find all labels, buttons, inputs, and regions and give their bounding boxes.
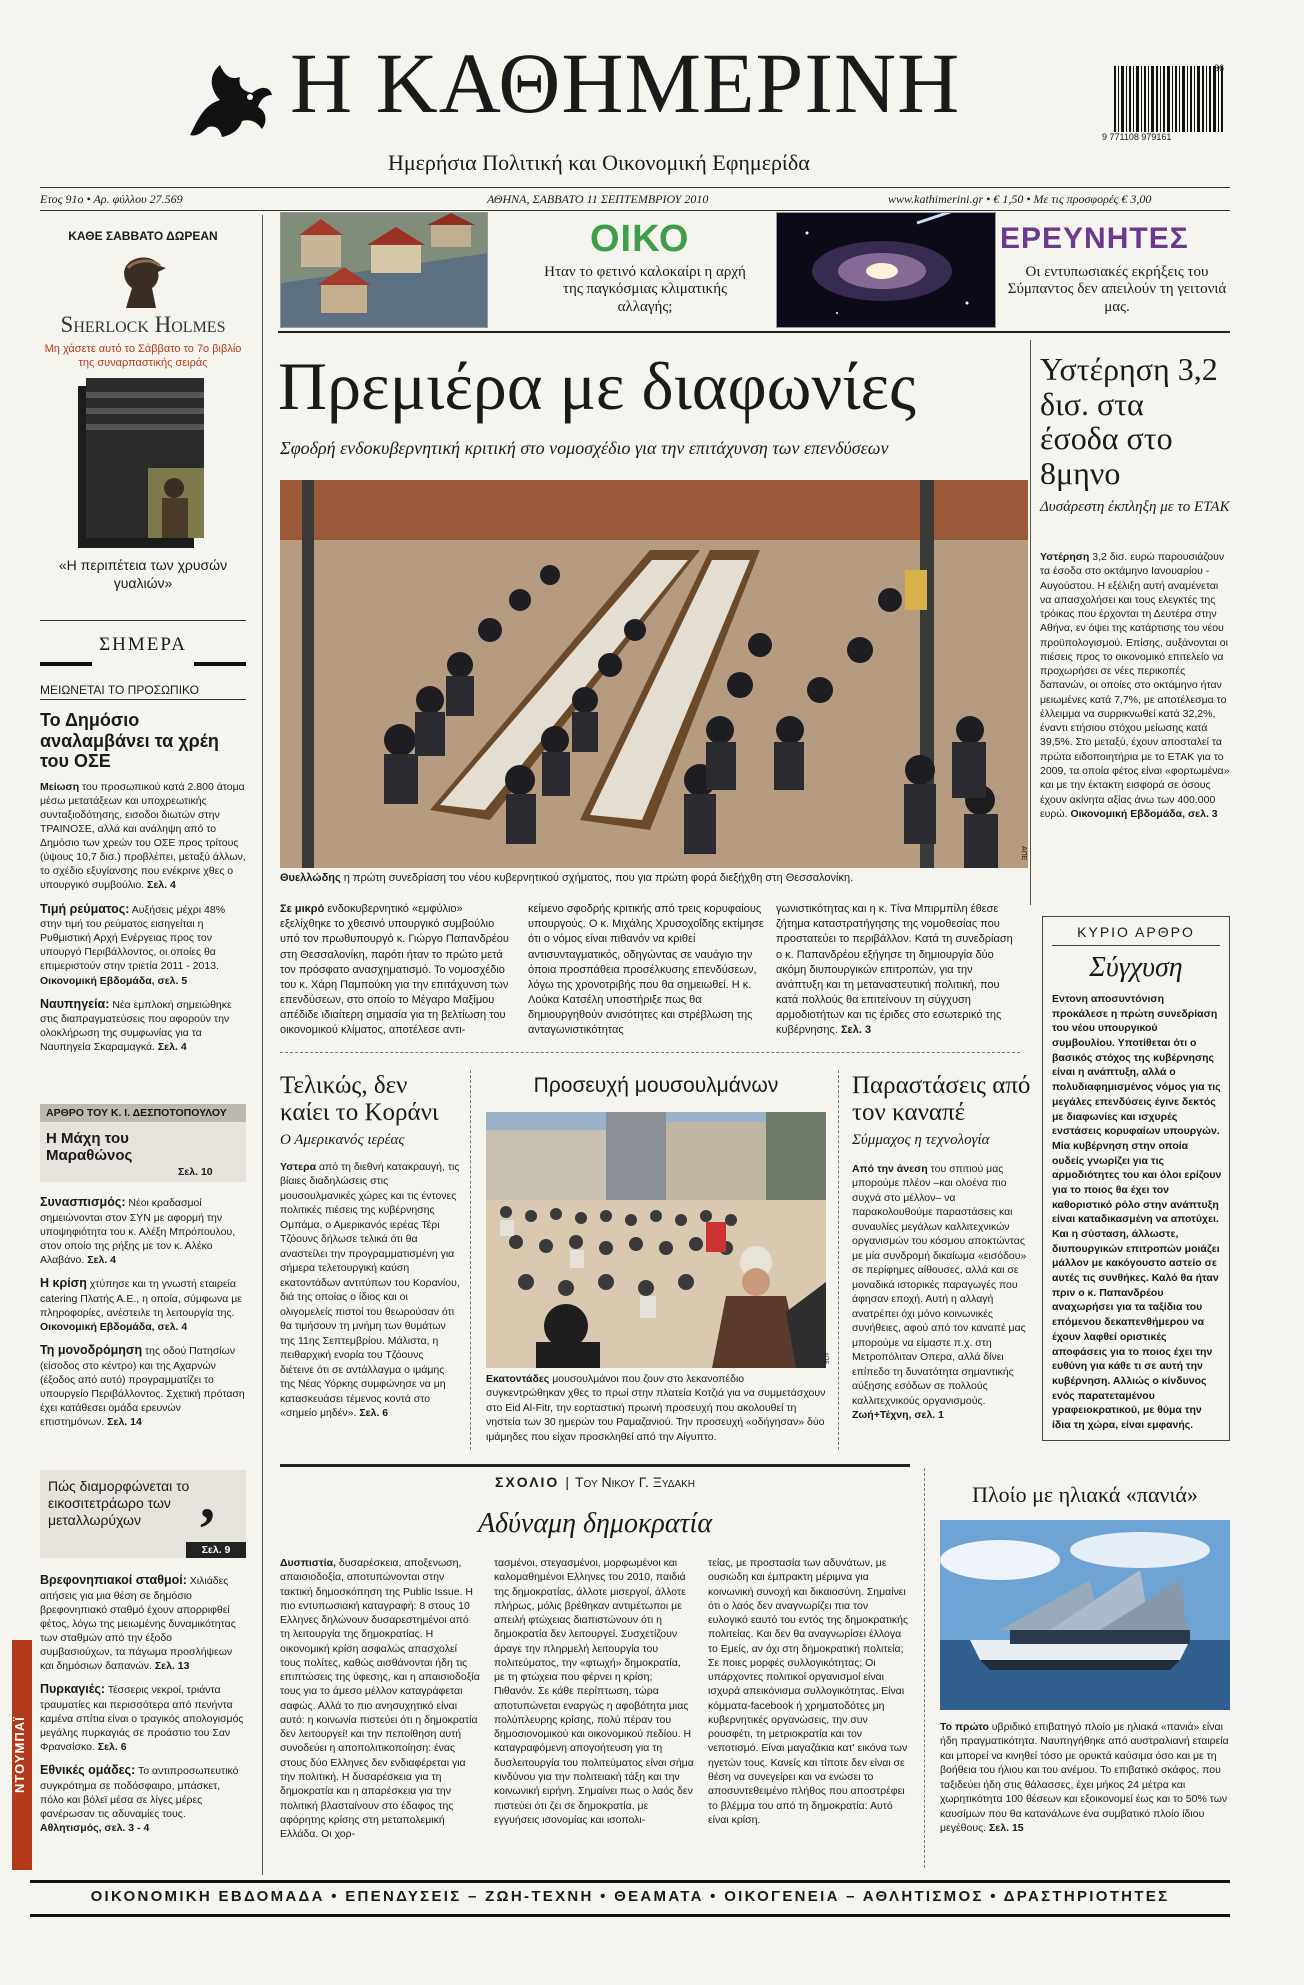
prayer-photo	[486, 1112, 826, 1368]
sherlock-silhouette-icon	[112, 246, 172, 310]
lead-story-text: ενδοκυβερνητικό «εμφύλιο» εξελίχθηκε το χθεσινό υπουργικό συμβούλιο υπό τον πρωθυπουργό κ. Γιώργο Παπανδρέου στη Θεσσαλονίκη, παρότι ήταν το πρώτο μετά τον πρόσφατο ανασχηματισμό. Το νομοσχέδιο του κ. Χάρη Παμπούκη για την επιτάχυνση των επενδύσεων, στο οποίο το Μέγαρο Μαξίμου απέδιδε ιδιαίτερη σημασία για τη βελτίωση του οικονομικού κλίματος, αποτέλεσε αντι-	[280, 903, 509, 1037]
quote-box-text: Πώς διαμορφώνεται το εικοσιτετράωρο των μεταλλωρύχων	[48, 1478, 190, 1528]
boat-headline: Πλοίο με ηλιακά «πανιά»	[972, 1482, 1198, 1507]
newspaper-title: Η ΚΑΘΗΜΕΡΙΝΗ	[290, 35, 961, 131]
sofa-text: του σπιτιού μας μπορούμε πλέον –και ολοένα πιο συχνά στο μέλλον– να παρακολουθούμε παραστάσεις και συναυλίες μεγάλων καλλιτεχνικών οργανισμών του κόσμου αποκτώντας με μία συνδρομή δικαίωμα «εισόδου» σε περίφημες αίθουσες, αλλά και σε μοναδικά ιστορικές παραγωγές που άφησαν εποχή. Αυτή η αλλαγή ανατρέπει όχι μόνο κοινωνικές συνήθειες, αφού από τον καναπέ μας μπορούμε να είμαστε π.χ. στη Μετροπόλιταν Οπερα, αλλά δίνει επίπεδο τη δυνατότητα σημαντικής αύξησης εσόδων σε πολλούς καλλιτεχνικούς οργανισμούς.	[852, 1163, 1027, 1407]
lead-story-col2: κείμενο σφοδρής κριτικής από τρεις κορυφαίους υπουργούς. Ο κ. Μιχάλης Χρυσοχοΐδης εκτίμησε ότι ο νόμος είναι πιθανόν να κριθεί αντισυνταγματικός, οδηγώντας σε ναυάγιο την όποια προσπάθεια προσέλκυσης επενδύσεων, λόγω της χρονοτριβής που θα σημειωθεί. Η κ. Λούκα Κατσέλη υποστήριξε πως θα δημιουργηθούν ανισότητες και στρέβλωση της ανταγωνιστικότητας	[528, 903, 764, 1037]
news-item-text: της οδού Πατησίων (είσοδος στο κέντρο) και της Αχαρνών (έξοδος από αυτό) προγραμματίζει το υπουργείο Περιβάλλοντος. Σχετική πρόταση έχει κατάθεσει ομάδα ερευνών επιστημόνων.	[40, 1344, 245, 1428]
today-headline: Το Δημόσιο αναλαμβάνει τα χρέη του ΟΣΕ	[40, 710, 219, 772]
koran-body	[280, 1160, 460, 1421]
lead-story-col1	[280, 902, 516, 1039]
right-story-text: 3,2 δισ. ευρώ παρουσιάζουν τα έσοδα στο οκτάμηνο Ιανουαρίου - Αυγούστου. Η εξέλιξη αυτή αναμένεται να απασχολήσει και τους ελεγκτές της τρόικας που έρχονται τη Δευτέρα στην Αθήνα, εν όψει της κατάρτισης του νέου προϋπολογισμού. Επίσης, αυξάνονται οι πιέσεις προς το οικονομικό επιτελείο να προχωρήσει σε νέες περικοπές δαπανών, οι οποίες στο οκτάμηνο ήταν μειωμένες κατά 7,7%, με αποτέλεσμα το έλλειμμα να συρρικνωθεί κατά 32,2%, έναντι ετήσιου στόχου μείωσης κατά 39,5%. Στο μεταξύ, έχουν αποσταλεί τα πρώτα ειδοποιητήρια με το ΕΤΑΚ για το 2009, τα οποία φέτος είναι «φορτωμένα» και με την έκτακτη εισφορά σε όσους έχουν ακίνητα αξίας άνω των 400.000 ευρώ.	[1040, 551, 1230, 820]
editorial-body: Εντονη αποσυντόνιση προκάλεσε η πρώτη συνεδρίαση του νέου υπουργικού συμβουλίου. Υποτίθεται ότι ο βασικός στόχος της κυβέρνησης είναι η ανάπτυξη, αλλά ο πολυδιαφημισμένος νόμος για τις μεγάλες επενδύσεις έγινε δεκτός με διαφωνίες και ισχυρές ενστάσεις κορυφαίων υπουργών. Μία κυβέρνηση στην οποία ουδείς γνωρίζει για τις αρμοδιότητες του και όλοι ερίζουν για το ποιος θα έχει τον καθοριστικό ρόλο στην ανάπτυξη είναι καταδικασμένη να αποτύχει. Και η σύσταση, άλλωστε, διυπουργικών επιτροπών μοιάζει μάλλον με κακόγουστο αστείο σε αυτές τις συνθήκες. Καλό θα ήταν πριν ο κ. Παπανδρέου αναχωρήσει για τα ταξίδια του επόμενου δεκαπενθήμερου να έχουν λαφθεί οριστικές αποφάσεις για το ποιος έχει την ευθύνη για κάθε τι σε αυτή την κυβέρνηση. Αλλιώς ο κίνδυνος ενός παρατεταμένου γραφειοκρατικού, με θύμα την ίδια τη χώρα, είναι εμφανής.	[1052, 993, 1222, 1431]
prayer-headline: Προσευχή μουσουλμάνων	[533, 1074, 779, 1097]
divider	[278, 331, 1230, 333]
lead-headline: Πρεμιέρα με διαφωνίες	[278, 348, 916, 424]
barcode-issue: 36	[1214, 63, 1225, 73]
news-item-text: Νέοι κραδασμοί σημειώνονται στον ΣΥΝ με αφορμή την υποψηφιότητα του κ. Αλέξη Μπρόπουλου, στον οποίο της ρήξης με τον κ. Αλέκο Αλαβάνο.	[40, 1197, 236, 1266]
right-subhead: Δυσάρεστη έκπληξη με το ΕΤΑΚ	[1040, 499, 1230, 515]
sofa-subhead: Σύμμαχος η τεχνολογία	[852, 1132, 990, 1148]
teaser-image-galaxy	[776, 212, 996, 328]
lead-subhead: Σφοδρή ενδοκυβερνητική κριτική στο νομοσχέδιο για την επιτάχυνση των επενδύσεων	[280, 438, 889, 458]
news-item	[40, 901, 246, 988]
divider	[280, 1464, 910, 1467]
prayer-image	[486, 1112, 826, 1368]
right-story-body	[1040, 550, 1230, 821]
sofa-lead: Από την άνεση	[852, 1163, 928, 1175]
koran-headline: Τελικώς, δεν καίει το Κοράνι	[280, 1072, 439, 1126]
editorial-kicker: ΚΥΡΙΟ ΑΡΘΡΟ	[1077, 924, 1195, 940]
boat-body	[940, 1720, 1230, 1836]
news-item-ref: Σελ. 13	[154, 1660, 190, 1673]
column-rule	[470, 1070, 471, 1450]
promo-title: Sherlock Holmes	[60, 312, 226, 337]
lead-story-text: γωνιστικότητας και η κ. Τίνα Μπιρμπίλη έθεσε ζήτημα καταστρατήγησης της νομοθεσίας που προστατεύει το περιβάλλον. Κατά τη συνεδρίαση ο κ. Παπανδρέου εξήγησε τη δημιουργία δύο ακόμη διυπουργικών επιτροπών, για την ανάπτυξη και τη μεταναστευτική πολιτική, που κατά πολλούς θα επιτείνουν τη σύγχυση αρμοδιοτήτων και τις έριδες στο εσωτερικό της κυβέρνησης.	[776, 903, 1013, 1037]
issue-bar	[40, 187, 1230, 211]
footer-sections: ΟΙΚΟΝΟΜΙΚΗ ΕΒΔΟΜΑΔΑ • ΕΠΕΝΔΥΣΕΙΣ – ΖΩΗ-ΤΕΧΝΗ • ΘΕΑΜΑΤΑ • ΟΙΚΟΓΕΝΕΙΑ – ΑΘΛΗΤΙΣΜΟΣ • ΔΡΑΣΤΗΡΙΟΤΗΤΕΣ	[90, 1888, 1170, 1905]
issue-number: Ετος 91ο • Αρ. φύλλου 27.569	[40, 192, 183, 206]
article-title: Η Μάχη του Μαραθώνος	[46, 1130, 133, 1165]
divider	[280, 1052, 1020, 1053]
news-item-ref: Σελ. 4	[147, 879, 176, 892]
promo-kicker: ΚΑΘΕ ΣΑΒΒΑΤΟ ΔΩΡΕΑΝ	[68, 229, 218, 243]
today-items-3	[40, 1572, 246, 1835]
lead-story-col3	[776, 902, 1018, 1039]
barcode-number: 9 771108 979161	[1102, 132, 1172, 142]
sofa-headline: Παραστάσεις από τον καναπέ	[852, 1072, 1031, 1126]
news-item-ref: Σελ. 6	[97, 1741, 127, 1754]
issue-date: ΑΘΗΝΑ, ΣΑΒΒΑΤΟ 11 ΣΕΠΤΕΜΒΡΙΟΥ 2010	[487, 192, 709, 206]
promo-book-title: «Η περιπέτεια των χρυσών γυαλιών»	[58, 557, 228, 592]
koran-lead: Υστερα	[280, 1161, 317, 1173]
divider-bar	[40, 662, 92, 666]
news-item	[40, 996, 246, 1055]
news-item-lead: Πυρκαγιές:	[40, 1682, 106, 1697]
koran-text: από τη διεθνή κατακραυγή, τις βίαιες διαδηλώσεις στις μουσουλμανικές χώρες και τις έντονες πολιτικές πιέσεις της κυβέρνησης Ομπάμα, ο Αμερικανός ιερέας Τέρι Τζόουνς δήλωσε τελικά ότι θα αναστείλει την προγραμματισμένη για σήμερα τελετουργική καύση εκατοντάδων αντιτύπων του Κορανίου, διά της οποίας ο ίδιος και οι ολιγομελείς πιστοί του θεωρούσαν ότι θα τιμήσουν τη μνήμη των θυμάτων της 11ης Σεπτεμβρίου. Μάλιστα, η πειθαρχική ενορία του Τζόουνς διέτεινε ότι σε αντάλλαγμα ο ιμάμης της Νέας Υόρκης συμφώνησε να μη κατασκευάσει τέμενος κοντά στο «σημείο μηδέν».	[280, 1161, 460, 1420]
comment-title: Αδύναμη δημοκρατία	[477, 1508, 713, 1539]
news-item-lead: Τη μονοδρόμηση	[40, 1342, 143, 1357]
news-item-ref: Οικονομική Εβδομάδα, σελ. 5	[40, 974, 188, 987]
news-item-lead: Τιμή ρεύματος:	[40, 901, 130, 916]
quote-mark-icon: ,	[200, 1465, 215, 1531]
news-item	[40, 780, 246, 893]
boat-photo	[940, 1520, 1230, 1710]
column-rule	[1030, 340, 1031, 905]
news-item	[40, 1681, 246, 1754]
quote-ref: Σελ. 9	[186, 1542, 246, 1558]
comment-text: δυσαρέσκεια, αποξενωση, απαισιοδοξία, αποτυπώνονται στην τακτική δημοσκόπηση της Public Issue. Η πιο εντυπωσιακή καταγραφή: 8 στους 10 Ελληνες δηλώνουν δυσαρεστημένοι από τη λειτουργία της δημοκρατίας. Η οικονομική κρίση ασφαλώς απασχολεί τους πολίτες, καθώς αισθάνονται ήδη τις επιπτώσεις της ύφεσης, και η απαισιοδοξία τους για το άμεσο μέλλον καταγράφεται σαφώς. Αλλά το πιο ανησυχητικό είναι αυτό: η κοινωνία πιστεύει ότι η δημοκρατία δεν λειτουργεί! και την πεποίθηση αυτή συνοδεύει η αποπολιτικοποίηση: ένας στους δύο Ελληνες δεν ενδιαφέρεται για την πολιτική. Η δυσαρέσκεια για τη δημοκρατία και η απαρέσκεια για την πολιτική βλασταίνουν στο έδαφος της αφόρητης κρίσης στη μεταπολεμική Ελλάδα. Οι χορ-	[280, 1557, 480, 1841]
sofa-ref: Ζωή+Τέχνη, σελ. 1	[852, 1409, 945, 1422]
oiko-text: Ηταν το φετινό καλοκαίρι η αρχή της παγκόσμιας κλιματικής αλλαγής;	[544, 264, 746, 315]
column-rule	[262, 215, 263, 1875]
boat-text: υβριδικό επιβατηγό πλοίο με ηλιακά «πανιά» είναι ήδη πραγματικότητα. Ναυπηγήθηκε από αυστραλιανή εταιρεία και μπορεί να κινηθεί τόσο με ορυκτά καύσιμα όσο και με τη βοήθεια του ήλιου και του ανέμου. Το επιβατικό σκάφος, που ταξιδεύει ήδη στις θάλασσες, έχει μήκος 24 μέτρα και χωρητικότητα 100 θέσεων και εξοικονομεί έως και το 50% των καυσίμων που θα κατανάλωνε ένα συμβατικό πλοίο ίδιου μεγέθους.	[940, 1721, 1229, 1835]
today-label: ΣΗΜΕΡΑ	[99, 634, 187, 655]
divider	[1052, 945, 1220, 946]
news-item-lead: Ναυπηγεία:	[40, 996, 110, 1011]
news-item-lead: Βρεφονηπιακοί σταθμοί:	[40, 1573, 187, 1587]
article-kicker: ΑΡΘΡΟ ΤΟΥ Κ. Ι. ΔΕΣΠΟΤΟΠΟΥΛΟΥ	[40, 1104, 246, 1122]
erevnites-text: Οι εντυπωσιακές εκρήξεις του Σύμπαντος δεν απειλούν τη γειτονιά μας.	[1007, 264, 1227, 315]
comment-lead: Δυσπιστία,	[280, 1557, 336, 1569]
news-item	[40, 1275, 246, 1334]
divider	[40, 620, 246, 621]
news-item	[40, 1572, 246, 1673]
cabinet-meeting-photo	[280, 480, 1028, 868]
news-item-ref: Αθλητισμός, σελ. 3 - 4	[40, 1822, 150, 1835]
flood-image	[281, 213, 488, 328]
news-item-ref: Οικονομική Εβδομάδα, σελ. 4	[40, 1320, 188, 1333]
article-ref: Σελ. 10	[178, 1166, 213, 1178]
news-item-lead: Η κρίση	[40, 1276, 87, 1290]
prayer-caption-text: μουσουλμάνοι που ζουν στο λεκανοπέδιο συγκεντρώθηκαν χθες το πρωί στην πλατεία Κοτζιά για να συμμετάσχουν στο Eid Al-Fitr, την εορταστική πρωινή προσευχή που ακολουθεί τη νηστεία των 30 ημερών του Ραμαζανιού. Την προσευχή «οδήγησαν» δύο ιμάμηδες που είχαν προσκληθεί από την Αίγυπτο.	[486, 1373, 826, 1443]
erevnites-label: ΕΡΕΥΝΗΤΕΣ	[1000, 222, 1189, 255]
teaser-image-flood	[280, 212, 488, 328]
caption-text: η πρώτη συνεδρίαση του νέου κυβερνητικού σχήματος, που για πρώτη φορά διεξήχθη στη Θεσσαλονίκη.	[340, 872, 854, 884]
today-items-2	[40, 1194, 246, 1429]
right-story-ref: Οικονομική Εβδομάδα, σελ. 3	[1070, 807, 1218, 820]
prayer-photo-credit: ΑΠΕ	[822, 1352, 828, 1365]
news-item-text: Τέσσερις νεκροί, τριάντα τραυματίες και περισσότερα από πενήντα καμένα σπίτια είναι ο τραγικός απολογισμός μεγάλης πυρκαγιάς σε προάστιο του Σαν Φρανσίσκο.	[40, 1684, 244, 1754]
promo-tagline: Μη χάσετε αυτό το Σάββατο το 7ο βιβλίο της συναρπαστικής σειράς	[44, 343, 242, 370]
news-item-lead: Μείωση	[40, 781, 80, 793]
right-story-lead: Υστέρηση	[1040, 551, 1090, 563]
oiko-label: ΟΙΚΟ	[590, 218, 690, 260]
newspaper-subtitle: Ημερήσια Πολιτική και Οικονομική Εφημερίδα	[388, 150, 810, 175]
comment-kicker: ΣΧΟΛΙΟ	[494, 1474, 560, 1490]
news-item-text: Νέα εμπλοκή σημειώθηκε στις διαπραγματεύσεις που αφορούν την ολοκλήρωση της συμφωνίας για τα Ναυπηγεία Σκαραμαγκά.	[40, 998, 232, 1054]
news-item	[40, 1342, 246, 1429]
barcode-icon	[1112, 64, 1230, 136]
sofa-body	[852, 1162, 1028, 1423]
divider	[30, 1880, 1230, 1883]
koran-ref: Σελ. 6	[359, 1407, 389, 1420]
koran-subhead: Ο Αμερικανός ιερέας	[280, 1132, 405, 1148]
divider	[30, 1914, 1230, 1917]
today-items	[40, 780, 246, 1055]
griffin-logo-icon	[180, 55, 275, 145]
boat-image	[940, 1520, 1230, 1710]
news-item-text: χτύπησε και τη γνωστή εταιρεία catering Πλατής Α.Ε., η οποία, σύμφωνα με πληροφορίες, ανέστειλε τη λειτουργία της.	[40, 1278, 242, 1319]
lead-story-lead: Σε μικρό	[280, 903, 325, 915]
news-item-ref: Σελ. 14	[107, 1415, 142, 1428]
comment-header: ΣΧΟΛΙΟ | Του Νικου Γ. Ξυδακη	[494, 1474, 696, 1490]
comment-author: Του Νικου Γ. Ξυδακη	[574, 1474, 696, 1490]
news-item-text: Αυξήσεις μέχρι 48% στην τιμή του ρεύματος εισηγείται η Ρυθμιστική Αρχή Ενέργειας προς τον υπουργό Περιβάλλοντος, οι οποίες θα επιμεριστούν στην τριετία 2011 - 2013.	[40, 903, 226, 973]
lead-photo-caption	[280, 872, 853, 884]
comment-col3: τείας, με προστασία των αδυνάτων, με ουσιώδη και έμπρακτη μέριμνα για κοινωνική συνοχή και δικαιοσύνη. Σημαίνει ότι ο λαός δεν αναγνωρίζει πια τον ευλογικό εαυτό του εντός της δημοκρατικής πολιτείας. Και δεν θα αναγνωρίσει έλλογα το Εμείς, αν όχι στη δημοκρατική πολιτεία; Σε ποιες μορφές συλλογικότητας; Οι υπάρχοντες πολιτικοί οργανισμοί είναι ισχυρά απεικόνισμα συλλογικότητας. Είναι κόμματα-facebook ή χρηματοδότες μη κυβερνητικές οργανώσεις, την συν ρουσφέτι, τη μετριοκρατία και τον νεποτισμό. Είναι μαγαζάκια κατ' εικόνα των ηγετών τους. Κανείς και τίποτε δεν είναι σε θέση να συνεγείρει και να ενώσει το αποσυντεθειμένο πλήθος που αποστρέφει το βλέμμα του από τη δημοκρατία: Αυτό είναι κρίση.	[708, 1557, 909, 1826]
news-item	[40, 1762, 246, 1835]
photo-credit: ΑΠΕ	[1020, 846, 1027, 861]
news-item-lead: Εθνικές ομάδες:	[40, 1763, 136, 1778]
news-item-ref: Σελ. 4	[157, 1041, 187, 1054]
boat-lead: Το πρώτο	[940, 1721, 989, 1733]
editorial-title: Σύγχυση	[1089, 952, 1183, 983]
divider-bar	[194, 662, 246, 666]
right-headline: Υστέρηση 3,2 δισ. στα έσοδα στο 8μηνο	[1040, 351, 1218, 491]
lead-story-ref: Σελ. 3	[840, 1024, 872, 1037]
news-item-lead: Συνασπισμός:	[40, 1195, 126, 1209]
prayer-caption	[486, 1372, 826, 1444]
comment-col2: τασμένοι, στεγασμένοι, μορφωμένοι και καλομαθημένοι Ελληνες του 2010, παιδιά της δημοκρατίας, άλλοτε μισεργοί, άλλοτε πλήρως, μόλις βρέθηκαν αντιμέτωποι με απειλή φτώχειας διαπιστώνουν ότι η δημοκρατία δεν λειτουργεί. Συσχετίζουν άραγε την πληρμελή λειτουργία του πολιτεύματος, την «φτωχή» δημοκρατία, με τη φτώχεια που φέρνει η κρίση; Πιθανόν. Σε κάθε περίπτωση, τώρα αποτυπώνεται εναργώς η αφοβότητα μιας πολύπλευρης κρίσης, πολύ πέραν του δημοσιονομικού και οικονομικού πεδίου. Η καταγραφόμενη απογοήτευση για τη δυσλειτουργία του πολιτεύματος είναι σήμα κινδύνου για την πολιτειακή τάξη και την κοινωνική ειρήνη. Σημαίνει πως ο λαός δεν πιστεύει ότι ζει σε δημοκρατία, με εγγυήσεις ισονομίας και ισοπολι-	[494, 1557, 694, 1826]
prayer-caption-lead: Εκατοντάδες	[486, 1373, 550, 1385]
caption-lead: Θυελλώδης	[280, 872, 341, 884]
boat-ref: Σελ. 15	[988, 1822, 1024, 1835]
today-kicker: ΜΕΙΩΝΕΤΑΙ ΤΟ ΠΡΟΣΩΠΙΚΟ	[40, 683, 246, 700]
issue-price: www.kathimerini.gr • € 1,50 • Με τις προσφορές € 3,00	[888, 192, 1152, 206]
column-rule	[924, 1468, 925, 1868]
news-item-text: Χιλιάδες αιτήσεις για μια θέση σε δημόσιο βρεφονηπιακό σταθμό έχουν απορριφθεί φέτος, λόγω της μειωμένης δυναμικότητας των σταθμών από την έξοδο συμβασιούχων, τα πάγωμα προσλήψεων και δημόσιων δαπανών.	[40, 1575, 236, 1673]
news-item-ref: Σελ. 4	[87, 1253, 117, 1266]
news-item	[40, 1194, 246, 1267]
news-item-text: Το αντιπροσωπευτικό συγκρότημα σε ποδόσφαιρο, μπάσκετ, πόλο και βόλεϊ μέσα σε λίγες μέρες φανέρωσαν τις αδυναμίες τους.	[40, 1765, 239, 1820]
cabinet-meeting-image	[280, 480, 1028, 868]
news-item-text: του προσωπικού κατά 2.800 άτομα μέσω μετατάξεων και υποχρεωτικής συνταξιοδότησης, εισοδοι διωτών στην ΤΡΑΙΝΟΣΕ, αλλά και ανάληψη από το Δημόσιο των χρεών του ΟΣΕ προς τρίτους (ύψους 10,7 δισ.) προβλέπει, μεταξύ άλλων, το σχέδιο εξυγίανσης που ενέκρινε χθες ο υπουργικό συμβούλιο.	[40, 781, 246, 892]
galaxy-image	[777, 213, 996, 328]
comment-col1	[280, 1556, 480, 1841]
side-tag: ΝΤΟΥΜΠΑΪ	[12, 1640, 32, 1870]
column-rule	[838, 1070, 839, 1450]
book-cover-image	[78, 378, 212, 552]
